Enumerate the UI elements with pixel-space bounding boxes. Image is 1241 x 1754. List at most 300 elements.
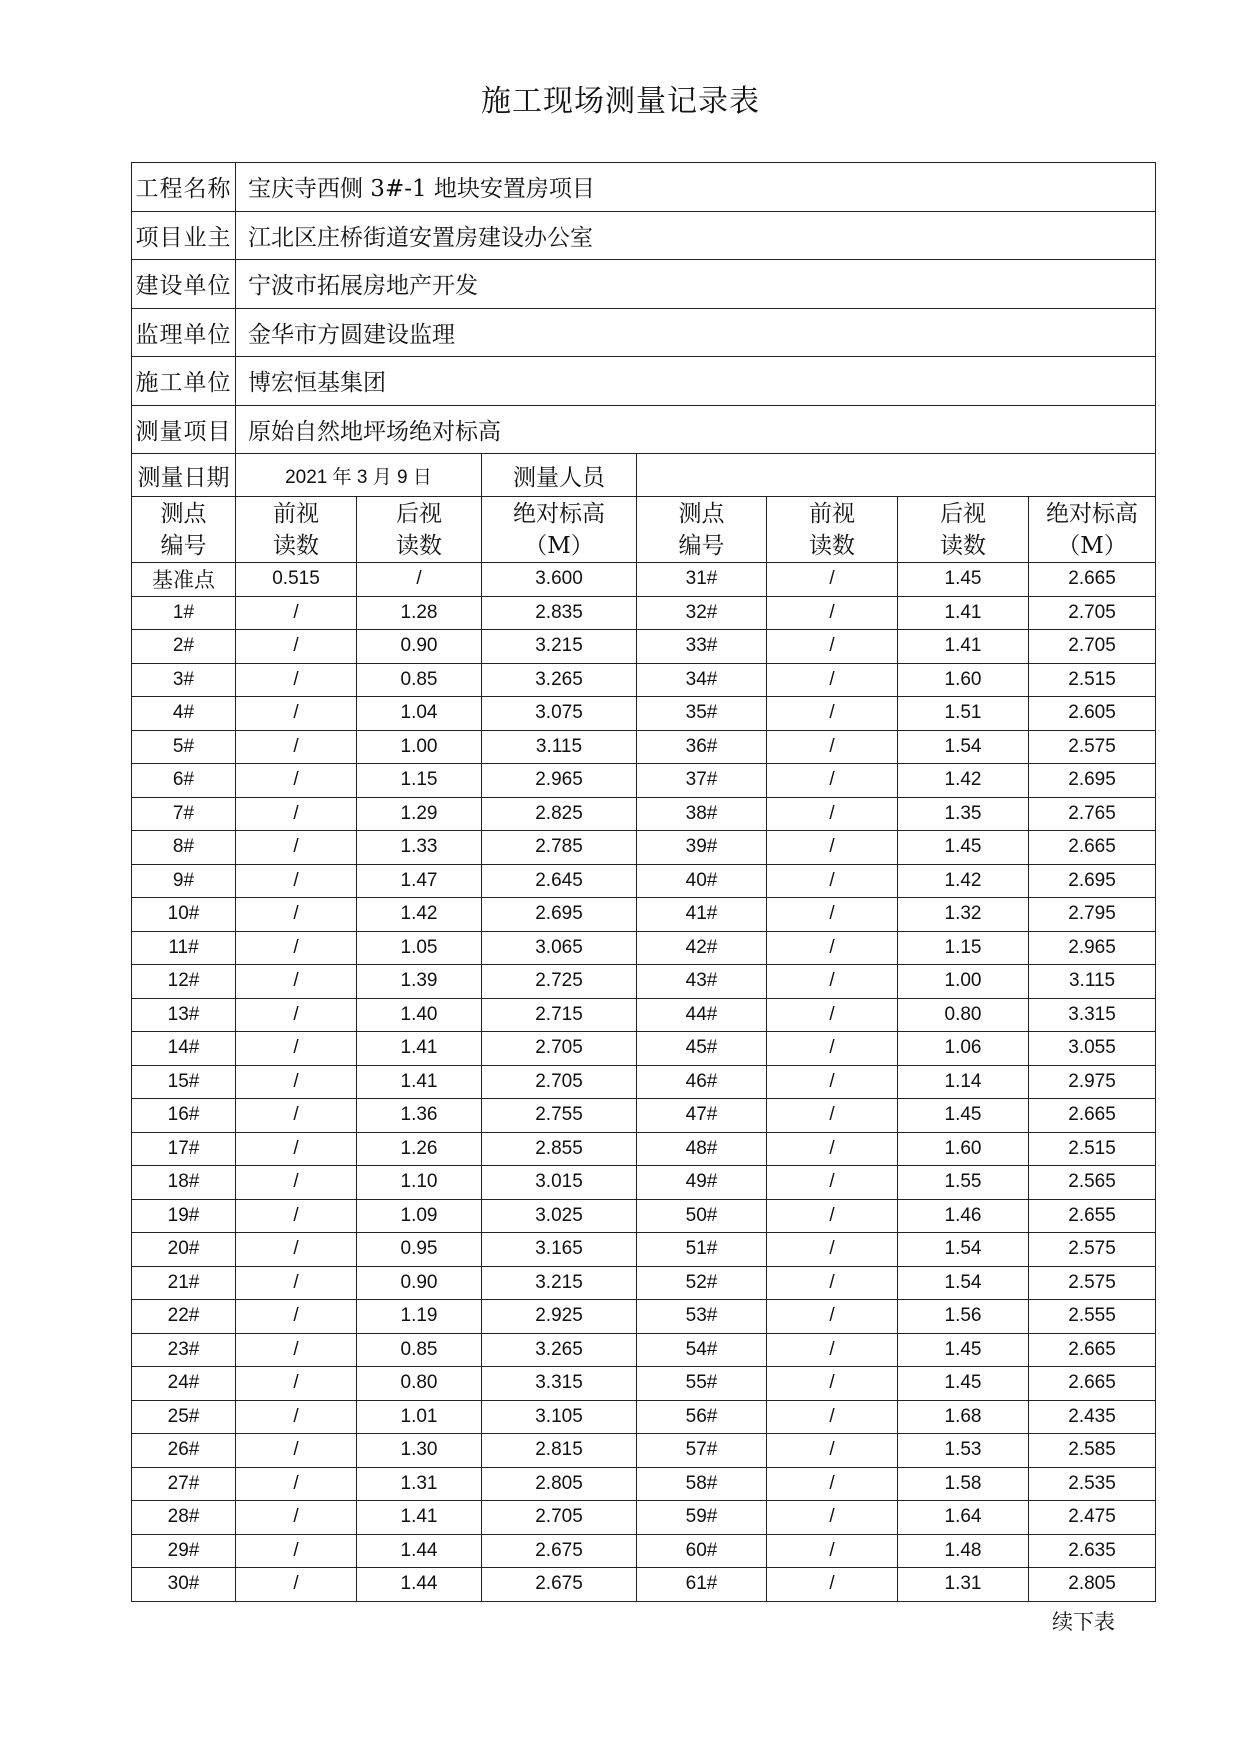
table-cell: 2.665 [1029,1099,1156,1133]
table-cell: 1.30 [357,1434,482,1468]
table-cell: 39# [637,831,767,865]
table-cell: / [236,1568,357,1602]
table-cell: 0.80 [357,1367,482,1401]
table-row [132,1266,1156,1300]
table-cell: 59# [637,1501,767,1535]
table-cell: 0.90 [357,1266,482,1300]
table-cell: / [767,797,898,831]
info-label: 监理单位 [132,308,236,357]
table-cell: 1.28 [357,596,482,630]
table-cell: / [767,1501,898,1535]
info-label: 项目业主 [132,211,236,260]
table-cell: 1.33 [357,831,482,865]
table-cell: 1.06 [898,1032,1029,1066]
info-label: 工程名称 [132,163,236,212]
info-value: 博宏恒基集团 [236,357,1156,406]
table-cell: / [767,663,898,697]
table-cell: / [236,1266,357,1300]
table-cell: 2.785 [482,831,637,865]
table-cell: / [767,1534,898,1568]
table-cell: / [767,1166,898,1200]
table-cell: 1.29 [357,797,482,831]
table-row [132,1065,1156,1099]
table-cell: 53# [637,1300,767,1334]
table-cell: / [767,1434,898,1468]
table-cell: 24# [132,1367,236,1401]
table-cell: / [767,1266,898,1300]
table-cell: / [236,1233,357,1267]
continued-note: 续下表 [1052,1610,1115,1634]
table-cell: 1.60 [898,663,1029,697]
table-cell: 3.075 [482,697,637,731]
info-row [132,211,1156,260]
table-cell: 7# [132,797,236,831]
table-cell: 2.675 [482,1568,637,1602]
table-cell: 1.36 [357,1099,482,1133]
table-cell: / [767,1199,898,1233]
table-cell: 2# [132,630,236,664]
table-cell: 2.675 [482,1534,637,1568]
table-cell: 1.14 [898,1065,1029,1099]
table-cell: / [236,1534,357,1568]
table-cell: 2.655 [1029,1199,1156,1233]
table-cell: 3.315 [482,1367,637,1401]
table-cell: / [236,764,357,798]
table-row [132,1400,1156,1434]
table-row [132,1501,1156,1535]
table-cell: 0.85 [357,1333,482,1367]
table-cell: 0.85 [357,663,482,697]
table-cell: 2.705 [1029,596,1156,630]
table-cell: 3.105 [482,1400,637,1434]
info-label: 测量项目 [132,405,236,454]
table-row [132,898,1156,932]
table-cell: 1.35 [898,797,1029,831]
table-cell: / [236,596,357,630]
table-row [132,1534,1156,1568]
table-cell: 55# [637,1367,767,1401]
table-cell: 1.31 [898,1568,1029,1602]
column-header-line: 读数 [273,532,319,559]
table-cell: 61# [637,1568,767,1602]
table-cell: 22# [132,1300,236,1334]
table-cell: 2.705 [482,1501,637,1535]
table-cell: 1.55 [898,1166,1029,1200]
table-cell: 41# [637,898,767,932]
table-cell: 1.41 [357,1065,482,1099]
table-cell: 1# [132,596,236,630]
table-cell: 2.835 [482,596,637,630]
table-cell: 基准点 [132,563,236,597]
table-cell: 32# [637,596,767,630]
table-row [132,1300,1156,1334]
table-cell: 1.45 [898,1367,1029,1401]
table-cell: 46# [637,1065,767,1099]
table-cell: 40# [637,864,767,898]
table-row [132,1367,1156,1401]
table-cell: / [767,864,898,898]
table-cell: / [236,831,357,865]
table-cell: 2.695 [1029,764,1156,798]
column-header-line: 前视 [273,500,319,527]
table-cell: / [236,965,357,999]
table-cell: / [236,898,357,932]
table-cell: 2.435 [1029,1400,1156,1434]
column-header-line: 前视 [809,500,855,527]
table-cell: 3.015 [482,1166,637,1200]
table-cell: / [767,764,898,798]
table-cell: 37# [637,764,767,798]
table-row [132,1467,1156,1501]
info-value: 金华市方圆建设监理 [236,308,1156,357]
column-header [1029,497,1156,563]
column-header [637,497,767,563]
table-cell: 15# [132,1065,236,1099]
table-cell: 2.705 [482,1032,637,1066]
table-cell: / [767,730,898,764]
table-row [132,864,1156,898]
table-cell: / [236,998,357,1032]
info-value: 宝庆寺西侧 3#-1 地块安置房项目 [236,163,1156,212]
table-cell: / [236,1367,357,1401]
table-cell: 4# [132,697,236,731]
column-header-line: （M） [524,532,594,559]
table-cell: 58# [637,1467,767,1501]
date-row [132,454,1156,497]
table-cell: 10# [132,898,236,932]
table-cell: / [767,697,898,731]
table-cell: 1.01 [357,1400,482,1434]
table-row [132,1233,1156,1267]
table-cell: 1.47 [357,864,482,898]
column-header-line: 编号 [678,532,725,559]
table-cell: 2.705 [1029,630,1156,664]
table-cell: / [767,898,898,932]
column-header-row [132,497,1156,563]
table-cell: / [767,998,898,1032]
table-cell: 19# [132,1199,236,1233]
table-cell: 25# [132,1400,236,1434]
table-cell: 3.215 [482,1266,637,1300]
table-cell: 1.60 [898,1132,1029,1166]
table-row [132,831,1156,865]
table-row [132,931,1156,965]
table-cell: 38# [637,797,767,831]
table-cell: 23# [132,1333,236,1367]
table-row [132,1434,1156,1468]
person-value [637,454,1156,497]
table-cell: / [236,1400,357,1434]
table-cell: / [767,596,898,630]
table-cell: 2.695 [1029,864,1156,898]
table-row [132,563,1156,597]
table-cell: 1.45 [898,1099,1029,1133]
table-cell: 2.575 [1029,730,1156,764]
table-cell: 2.725 [482,965,637,999]
table-cell: 1.45 [898,831,1029,865]
table-cell: 20# [132,1233,236,1267]
table-cell: 2.605 [1029,697,1156,731]
table-cell: 1.31 [357,1467,482,1501]
table-cell: / [767,1367,898,1401]
table-cell: 1.64 [898,1501,1029,1535]
table-cell: 1.42 [898,864,1029,898]
table-cell: 3.055 [1029,1032,1156,1066]
column-header-line: 测点 [160,500,207,527]
table-cell: 28# [132,1501,236,1535]
table-cell: 2.575 [1029,1233,1156,1267]
column-header-line: 读数 [940,532,986,559]
table-cell: / [767,1032,898,1066]
table-cell: 2.665 [1029,831,1156,865]
table-cell: / [236,864,357,898]
table-cell: 11# [132,931,236,965]
table-cell: / [236,663,357,697]
table-cell: 2.815 [482,1434,637,1468]
column-header [132,497,236,563]
table-cell: 1.41 [357,1032,482,1066]
info-value: 江北区庄桥街道安置房建设办公室 [236,211,1156,260]
table-cell: 2.515 [1029,1132,1156,1166]
table-cell: / [767,1132,898,1166]
table-cell: / [767,563,898,597]
table-row [132,965,1156,999]
table-cell: 1.19 [357,1300,482,1334]
table-row [132,730,1156,764]
table-cell: 13# [132,998,236,1032]
table-cell: 3.025 [482,1199,637,1233]
table-cell: / [767,1467,898,1501]
info-row [132,163,1156,212]
table-cell: 2.765 [1029,797,1156,831]
table-cell: / [236,730,357,764]
info-row [132,260,1156,309]
table-cell: / [236,1032,357,1066]
table-cell: 1.44 [357,1568,482,1602]
table-cell: / [236,1434,357,1468]
table-cell: 1.00 [357,730,482,764]
table-cell: 1.42 [898,764,1029,798]
table-cell: 2.965 [1029,931,1156,965]
column-header [236,497,357,563]
table-cell: / [767,630,898,664]
table-cell: 2.555 [1029,1300,1156,1334]
table-cell: 2.855 [482,1132,637,1166]
table-cell: 3.215 [482,630,637,664]
table-cell: 2.665 [1029,563,1156,597]
table-cell: 16# [132,1099,236,1133]
table-cell: / [236,1132,357,1166]
measurement-table [131,162,1156,1602]
table-cell: 42# [637,931,767,965]
table-cell: 2.665 [1029,1367,1156,1401]
table-row [132,596,1156,630]
table-cell: 5# [132,730,236,764]
table-cell: 56# [637,1400,767,1434]
table-row [132,1166,1156,1200]
table-cell: 1.15 [357,764,482,798]
column-header-line: 绝对标高 [1046,500,1139,527]
table-cell: 9# [132,864,236,898]
table-cell: 2.715 [482,998,637,1032]
table-cell: 1.54 [898,1266,1029,1300]
table-cell: 31# [637,563,767,597]
table-cell: 44# [637,998,767,1032]
table-row [132,1568,1156,1602]
table-cell: 47# [637,1099,767,1133]
column-header [898,497,1029,563]
column-header-line: 后视 [396,500,442,527]
table-cell: / [767,965,898,999]
table-cell: 1.09 [357,1199,482,1233]
table-cell: 3.115 [1029,965,1156,999]
table-row [132,998,1156,1032]
column-header [767,497,898,563]
table-cell: 1.15 [898,931,1029,965]
table-cell: 3.265 [482,1333,637,1367]
table-cell: 6# [132,764,236,798]
table-cell: 48# [637,1132,767,1166]
table-row [132,1032,1156,1066]
table-cell: 2.585 [1029,1434,1156,1468]
info-row [132,357,1156,406]
table-cell: 2.635 [1029,1534,1156,1568]
table-cell: 3.165 [482,1233,637,1267]
table-cell: 1.53 [898,1434,1029,1468]
table-cell: / [767,1233,898,1267]
table-cell: 2.695 [482,898,637,932]
table-cell: 18# [132,1166,236,1200]
column-header-line: 读数 [396,532,442,559]
info-value: 原始自然地坪场绝对标高 [236,405,1156,454]
table-row [132,697,1156,731]
info-row [132,405,1156,454]
table-cell: 1.26 [357,1132,482,1166]
table-cell: 3.115 [482,730,637,764]
table-cell: 2.565 [1029,1166,1156,1200]
table-cell: 0.90 [357,630,482,664]
date-label: 测量日期 [132,454,236,497]
table-cell: / [767,831,898,865]
table-cell: / [236,630,357,664]
table-row [132,1132,1156,1166]
table-row [132,797,1156,831]
column-header-line: 读数 [809,532,855,559]
table-cell: 2.975 [1029,1065,1156,1099]
table-cell: / [767,1099,898,1133]
table-cell: / [767,931,898,965]
table-cell: 17# [132,1132,236,1166]
date-value: 2021 年 3 月 9 日 [236,454,482,497]
table-cell: 35# [637,697,767,731]
column-header [357,497,482,563]
table-cell: 3# [132,663,236,697]
table-cell: 8# [132,831,236,865]
table-cell: 1.32 [898,898,1029,932]
table-cell: 1.51 [898,697,1029,731]
table-cell: 1.48 [898,1534,1029,1568]
table-cell: 0.515 [236,563,357,597]
table-cell: 34# [637,663,767,697]
table-cell: 2.575 [1029,1266,1156,1300]
table-cell: 27# [132,1467,236,1501]
table-cell: 21# [132,1266,236,1300]
table-cell: 1.58 [898,1467,1029,1501]
table-cell: / [767,1300,898,1334]
table-cell: 1.41 [898,596,1029,630]
column-header [482,497,637,563]
table-row [132,663,1156,697]
table-cell: 2.705 [482,1065,637,1099]
table-cell: / [767,1065,898,1099]
table-cell: / [236,1065,357,1099]
table-cell: 2.665 [1029,1333,1156,1367]
table-cell: 50# [637,1199,767,1233]
table-cell: 3.315 [1029,998,1156,1032]
table-cell: 29# [132,1534,236,1568]
table-cell: / [767,1400,898,1434]
table-cell: / [236,1099,357,1133]
table-cell: 33# [637,630,767,664]
table-cell: 3.065 [482,931,637,965]
table-cell: 36# [637,730,767,764]
table-cell: 2.535 [1029,1467,1156,1501]
table-cell: 1.41 [357,1501,482,1535]
table-cell: 1.56 [898,1300,1029,1334]
table-cell: 1.46 [898,1199,1029,1233]
table-cell: / [236,1199,357,1233]
column-header-line: （M） [1057,532,1127,559]
table-row [132,1199,1156,1233]
column-header-line: 编号 [160,532,207,559]
table-cell: 14# [132,1032,236,1066]
table-cell: 1.41 [898,630,1029,664]
table-row [132,630,1156,664]
table-cell: 52# [637,1266,767,1300]
column-header-line: 后视 [940,500,986,527]
table-cell: 1.44 [357,1534,482,1568]
page-title: 施工现场测量记录表 [481,84,760,119]
table-cell: 2.805 [1029,1568,1156,1602]
table-cell: 1.68 [898,1400,1029,1434]
table-cell: / [236,1501,357,1535]
table-cell: 1.54 [898,730,1029,764]
table-cell: / [357,563,482,597]
table-row [132,1099,1156,1133]
table-cell: 1.04 [357,697,482,731]
table-cell: 12# [132,965,236,999]
table-cell: 1.45 [898,1333,1029,1367]
table-cell: 2.795 [1029,898,1156,932]
info-label: 施工单位 [132,357,236,406]
table-cell: 1.39 [357,965,482,999]
table-cell: / [236,931,357,965]
table-cell: 60# [637,1534,767,1568]
table-cell: 3.600 [482,563,637,597]
table-cell: 1.40 [357,998,482,1032]
table-cell: 1.00 [898,965,1029,999]
table-cell: / [236,1166,357,1200]
table-cell: / [236,797,357,831]
table-cell: 2.965 [482,764,637,798]
table-cell: / [767,1333,898,1367]
column-header-line: 测点 [678,500,725,527]
table-cell: 1.54 [898,1233,1029,1267]
table-cell: 2.925 [482,1300,637,1334]
table-cell: 45# [637,1032,767,1066]
table-cell: 51# [637,1233,767,1267]
table-row [132,764,1156,798]
